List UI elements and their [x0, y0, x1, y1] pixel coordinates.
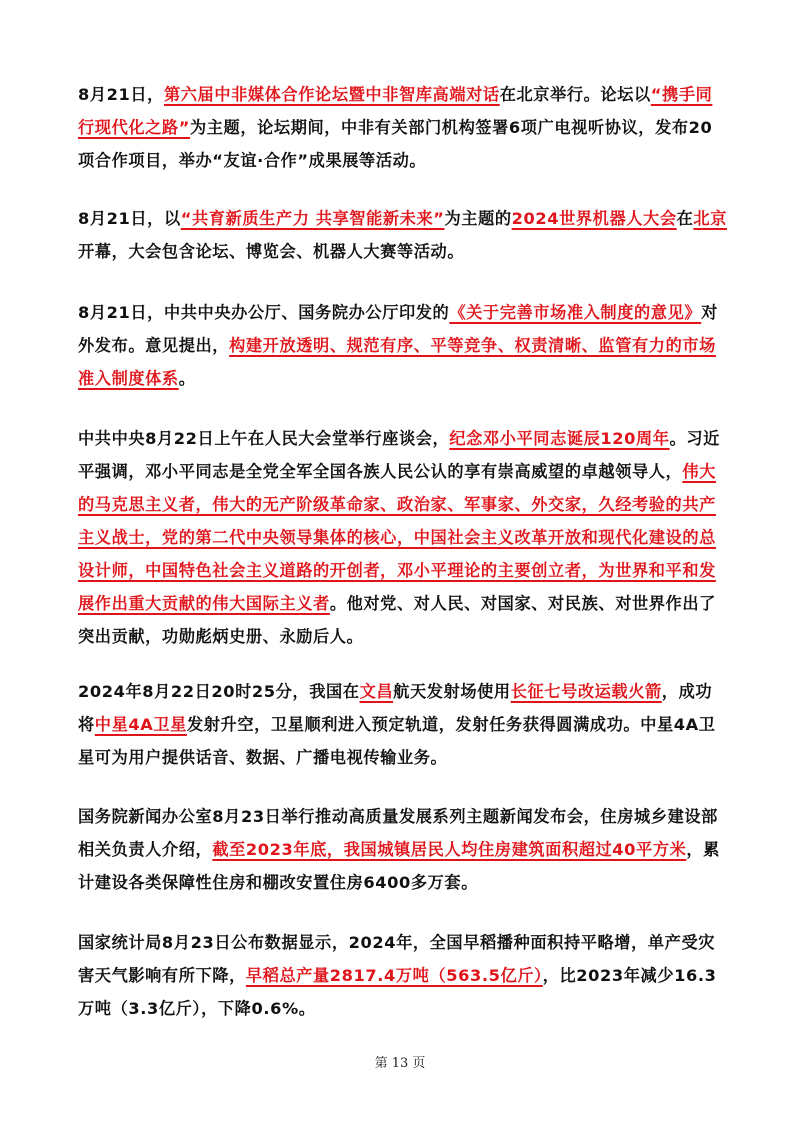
body-text: 2024年8月22日20时25分，我国在 — [78, 682, 360, 701]
body-text: 为主题的 — [444, 209, 512, 228]
news-paragraph-2 — [78, 202, 728, 268]
body-text: 在北京举行。论坛以 — [499, 85, 651, 104]
body-text: 国务院新闻办公室8月23日举行推动高质量发展系列主题新闻发布会，住房城乡建设部相关负责人介绍， — [78, 807, 718, 859]
highlighted-text: 文昌 — [359, 682, 394, 701]
body-text: 对外发布。意见提出， — [78, 303, 718, 355]
highlighted-text: 截至2023年底，我国城镇居民人均住房建筑面积超过40平方米 — [212, 840, 687, 859]
highlighted-text: 中星4A卫星 — [94, 715, 187, 734]
highlighted-text: 构建开放透明、规范有序、平等竞争、权责清晰、监管有力的市场准入制度体系 — [78, 336, 716, 388]
body-text: 。习近平强调，邓小平同志是全党全军全国各族人民公认的享有崇高威望的卓越领导人， — [78, 429, 720, 481]
highlighted-text: 《关于完善市场准入制度的意见》 — [449, 303, 702, 322]
body-text: 航天发射场使用 — [393, 682, 511, 701]
body-text: 开幕，大会包含论坛、博览会、机器人大赛等活动。 — [78, 242, 465, 261]
highlighted-text: “携手同行现代化之路” — [78, 85, 713, 137]
news-paragraph-4 — [78, 422, 728, 653]
body-text: ，成功将 — [78, 682, 713, 734]
body-text: 8月21日，以 — [78, 209, 181, 228]
highlighted-text: 伟大的马克思主义者，伟大的无产阶级革命家、政治家、军事家、外交家，久经考验的共产主义战士，党的第二代中央领导集体的核心，中国社会主义改革开放和现代化建设的总设计师，中国特色社会主义道路的开创者，邓小平理论的主要创立者，为世界和平和发展作出重大贡献的伟大国际主义者 — [78, 462, 716, 613]
news-paragraph-7 — [78, 926, 728, 1025]
body-text: 。他对党、对人民、对国家、对民族、对世界作出了突出贡献，功勋彪炳史册、永励后人。 — [78, 594, 716, 646]
body-text: 中共中央8月22日上午在人民大会堂举行座谈会， — [78, 429, 450, 448]
body-text: 国家统计局8月23日公布数据显示，2024年，全国早稻播种面积持平略增，单产受灾害天气影响有所下降， — [78, 933, 716, 985]
highlighted-text: “共育新质生产力 共享智能新未来” — [180, 209, 445, 228]
body-text: 发射升空，卫星顺利进入预定轨道，发射任务获得圆满成功。中星4A卫星可为用户提供话音、数据、广播电视传输业务。 — [78, 715, 716, 767]
news-paragraph-1 — [78, 78, 728, 177]
body-text: 为主题，论坛期间，中非有关部门机构签署6项广电视听协议，发布20项合作项目，举办“友谊·合作”成果展等活动。 — [78, 118, 713, 170]
highlighted-text: 第六届中非媒体合作论坛暨中非智库高端对话 — [163, 85, 500, 104]
highlighted-text: 北京 — [693, 209, 727, 228]
body-text: ，比2023年减少16.3万吨（3.3亿斤），下降0.6%。 — [78, 966, 717, 1018]
body-text: 在 — [676, 209, 694, 228]
highlighted-text: 2024世界机器人大会 — [511, 209, 677, 228]
body-text: 。 — [178, 369, 196, 388]
highlighted-text: 长征七号改运载火箭 — [510, 682, 662, 701]
page-number: 第 13 页 — [374, 1056, 426, 1071]
body-text: 8月21日， — [78, 85, 164, 104]
highlighted-text: 早稻总产量2817.4万吨（563.5亿斤） — [245, 966, 543, 985]
body-text: ，累计建设各类保障性住房和棚改安置住房6400多万套。 — [78, 840, 720, 892]
news-paragraph-5 — [78, 675, 728, 774]
highlighted-text: 纪念邓小平同志诞辰120周年 — [449, 429, 670, 448]
news-paragraph-6 — [78, 800, 728, 899]
news-paragraph-3 — [78, 296, 728, 395]
body-text: 8月21日，中共中央办公厅、国务院办公厅印发的 — [78, 303, 450, 322]
